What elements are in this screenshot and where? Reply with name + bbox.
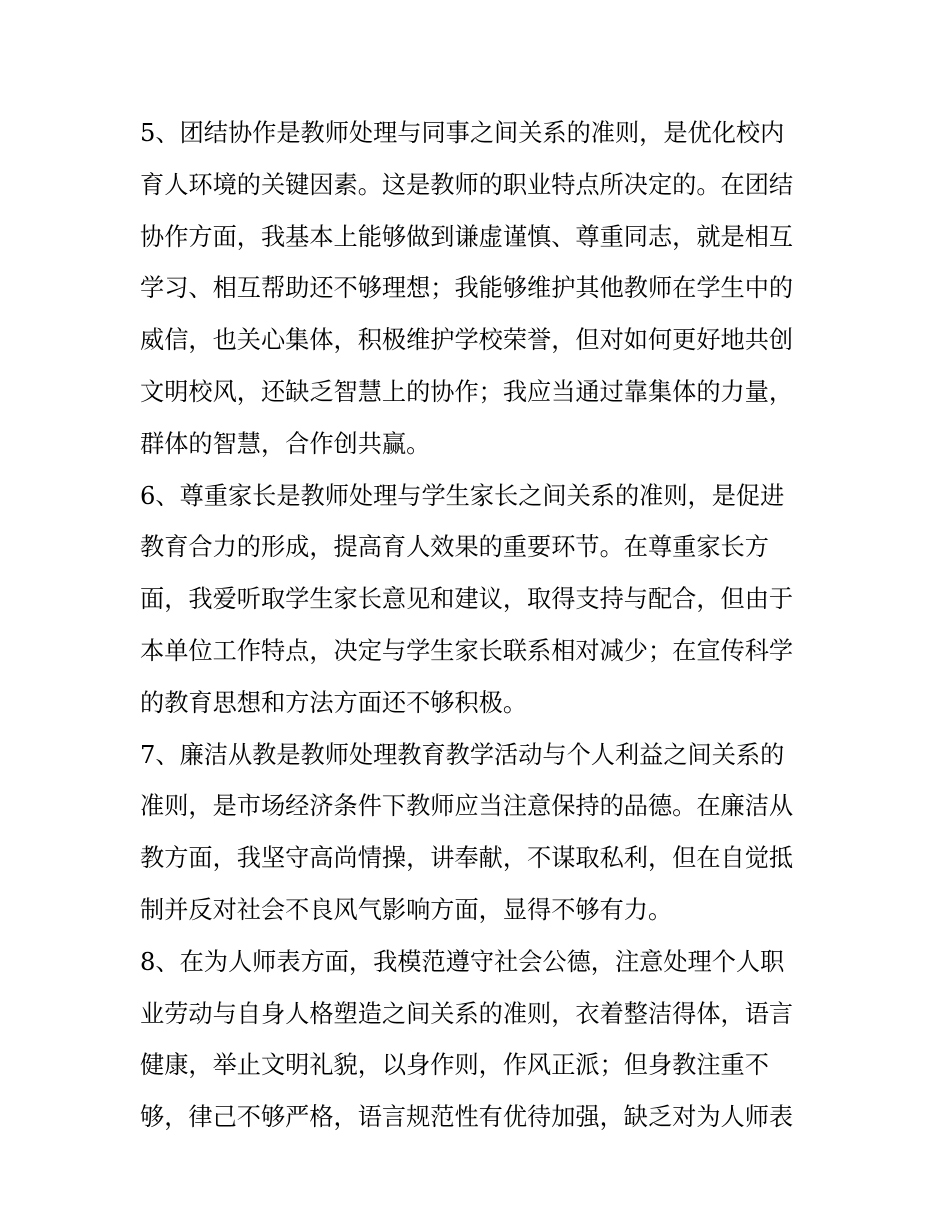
text-line: 协作方面，我基本上能够做到谦虚谨慎、尊重同志，就是相互 xyxy=(140,222,794,251)
text-line: 准则，是市场经济条件下教师应当注意保持的品德。在廉洁从 xyxy=(140,792,794,821)
text-line: 育人环境的关键因素。这是教师的职业特点所决定的。在团结 xyxy=(140,170,794,199)
text-line: 够，律己不够严格，语言规范性有优待加强，缺乏对为人师表 xyxy=(140,1103,794,1132)
text-line: 文明校风，还缺乏智慧上的协作；我应当通过靠集体的力量， xyxy=(140,377,794,406)
text-line: 制并反对社会不良风气影响方面，显得不够有力。 xyxy=(140,895,673,924)
text-line: 学习、相互帮助还不够理想；我能够维护其他教师在学生中的 xyxy=(140,274,794,303)
text-line: 的教育思想和方法方面还不够积极。 xyxy=(140,688,528,717)
document-body xyxy=(140,108,820,1144)
text-line: 6、尊重家长是教师处理与学生家长之间关系的准则，是促进 xyxy=(140,481,785,510)
text-line: 健康，举止文明礼貌，以身作则，作风正派；但身教注重不 xyxy=(140,1051,769,1080)
text-line: 8、在为人师表方面，我模范遵守社会公德，注意处理个人职 xyxy=(140,947,785,976)
text-line: 教方面，我坚守高尚情操，讲奉献，不谋取私利，但在自觉抵 xyxy=(140,844,794,873)
text-line: 本单位工作特点，决定与学生家长联系相对减少；在宣传科学 xyxy=(140,636,794,665)
text-line: 7、廉洁从教是教师处理教育教学活动与个人利益之间关系的 xyxy=(140,740,785,769)
text-line: 业劳动与自身人格塑造之间关系的准则，衣着整洁得体，语言 xyxy=(140,999,794,1028)
text-line: 5、团结协作是教师处理与同事之间关系的准则，是优化校内 xyxy=(140,119,785,147)
text-line: 面，我爱听取学生家长意见和建议，取得支持与配合，但由于 xyxy=(140,585,794,614)
text-line: 威信，也关心集体，积极维护学校荣誉，但对如何更好地共创 xyxy=(140,326,794,355)
text-line: 群体的智慧，合作创共赢。 xyxy=(140,429,431,458)
text-line: 教育合力的形成，提高育人效果的重要环节。在尊重家长方 xyxy=(140,533,769,562)
